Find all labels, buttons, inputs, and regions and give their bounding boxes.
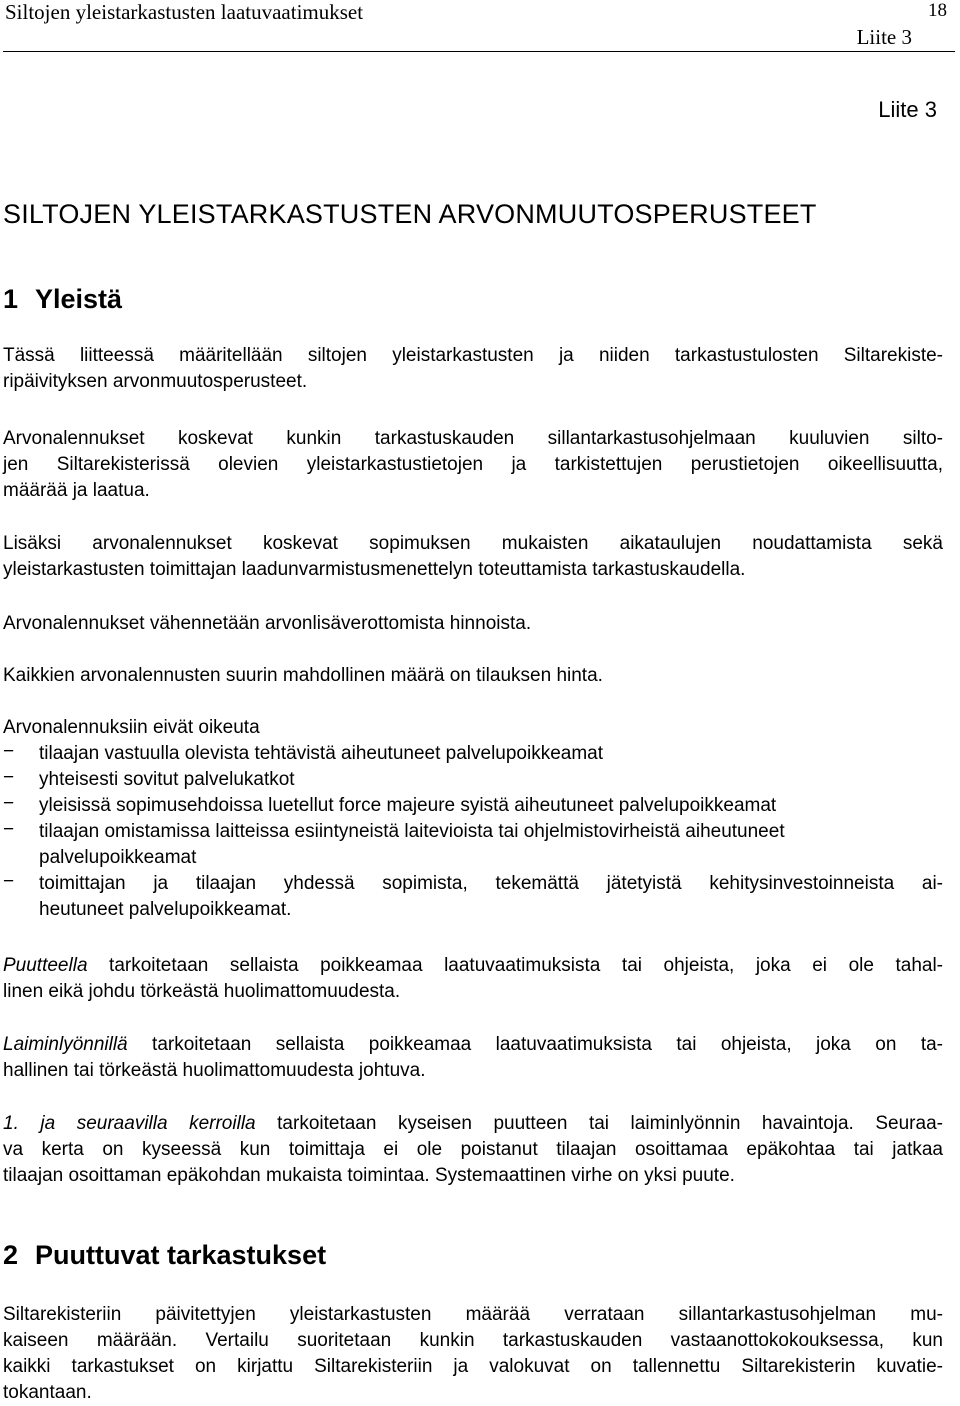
paragraph-line: Tässä liitteessä määritellään siltojen yleistarkastusten ja niiden tarkastustulosten Siltarekiste- xyxy=(3,345,943,366)
paragraph-line xyxy=(3,1111,943,1137)
paragraph-laiminlyonti xyxy=(3,1032,943,1084)
list-item xyxy=(3,741,943,767)
paragraph-4 xyxy=(3,611,943,637)
paragraph-line: määrää ja laatua. xyxy=(3,480,150,501)
list-item xyxy=(3,767,943,793)
paragraph-1 xyxy=(3,343,943,395)
list-item-line: palvelupoikkeamat xyxy=(39,847,197,868)
paragraph-line: jen Siltarekisterissä olevien yleistarkastustietojen ja tarkistettujen perustietojen oikeellisuutta, xyxy=(3,454,943,475)
paragraph-line: Lisäksi arvonalennukset koskevat sopimuksen mukaisten aikataulujen noudattamista sekä xyxy=(3,533,943,554)
paragraph-line: tokantaan. xyxy=(3,1382,92,1403)
paragraph-line xyxy=(3,953,943,979)
term-laiminlyonti: Laiminlyönnillä xyxy=(3,1034,128,1055)
section-2-number: 2 xyxy=(3,1240,19,1270)
section-2-heading xyxy=(3,1240,326,1271)
paragraph-10 xyxy=(3,1302,943,1406)
paragraph-3 xyxy=(3,531,943,583)
list-item xyxy=(3,793,943,819)
list-item xyxy=(3,819,943,871)
section-1-number: 1 xyxy=(3,284,19,314)
term-kerrat: 1. ja seuraavilla kerroilla xyxy=(3,1113,256,1134)
paragraph-line: yleistarkastusten toimittajan laadunvarmistusmenettelyn toteuttamista tarkastuskaudella. xyxy=(3,559,746,580)
paragraph-line xyxy=(3,1032,943,1058)
paragraph-line: kaiseen määrään. Vertailu suoritetaan kunkin tarkastuskauden vastaanottokokouksessa, kun xyxy=(3,1330,943,1351)
paragraph-line-text: tarkoitetaan sellaista poikkeamaa laatuvaatimuksista tai ohjeista, joka on ta- xyxy=(127,1034,943,1055)
section-1-heading xyxy=(3,284,122,315)
dash-bullet: − xyxy=(3,793,15,814)
paragraph-kerrat xyxy=(3,1111,943,1189)
list-intro: Arvonalennuksiin eivät oikeuta xyxy=(3,717,260,738)
section-1-title: Yleistä xyxy=(35,284,123,314)
dash-bullet: − xyxy=(3,871,15,892)
paragraph-line-text: tarkoitetaan kyseisen puutteen tai laiminlyönnin havaintoja. Seuraa- xyxy=(255,1113,943,1134)
header-appendix: Liite 3 xyxy=(856,25,912,49)
paragraph-line-text: tarkoitetaan sellaista poikkeamaa laatuvaatimuksista tai ohjeista, joka ei ole tahal- xyxy=(87,955,943,976)
paragraph-line: va kerta on kyseessä kun toimittaja ei ole poistanut tilaajan osoittamaa epäkohtaa tai jatkaa xyxy=(3,1139,943,1160)
paragraph-line: ripäivityksen arvonmuutosperusteet. xyxy=(3,371,308,392)
list-item-line: heutuneet palvelupoikkeamat. xyxy=(39,899,292,920)
paragraph-line: Kaikkien arvonalennusten suurin mahdollinen määrä on tilauksen hinta. xyxy=(3,665,603,686)
header-title: Siltojen yleistarkastusten laatuvaatimukset xyxy=(5,0,364,24)
dash-bullet: − xyxy=(3,819,15,840)
appendix-label: Liite 3 xyxy=(878,97,937,122)
document-title: SILTOJEN YLEISTARKASTUSTEN ARVONMUUTOSPERUSTEET xyxy=(3,199,817,229)
list-item-line: yleisissä sopimusehdoissa luetellut force majeure syistä aiheutuneet palvelupoikkeamat xyxy=(39,795,777,816)
dash-bullet: − xyxy=(3,741,15,762)
list-item-line: tilaajan vastuulla olevista tehtävistä aiheutuneet palvelupoikkeamat xyxy=(39,743,604,764)
section-2-title: Puuttuvat tarkastukset xyxy=(35,1240,327,1270)
list-item-line: tilaajan omistamissa laitteissa esiintyneistä laitevioista tai ohjelmistovirheistä aiheutuneet xyxy=(39,821,785,842)
paragraph-2 xyxy=(3,426,943,504)
exclusions-list xyxy=(3,715,943,923)
paragraph-line: kaikki tarkastukset on kirjattu Siltarekisteriin ja valokuvat on tallennettu Siltarekisterin kuvatie- xyxy=(3,1356,943,1377)
paragraph-line: hallinen tai törkeästä huolimattomuudesta johtuva. xyxy=(3,1060,426,1081)
header-rule xyxy=(3,51,955,52)
paragraph-line: Arvonalennukset koskevat kunkin tarkastuskauden sillantarkastusohjelmaan kuuluvien silto- xyxy=(3,428,943,449)
list-item-line: toimittajan ja tilaajan yhdessä sopimista, tekemättä jätetyistä kehitysinvestoinneista ai- xyxy=(39,873,943,894)
paragraph-line: tilaajan osoittaman epäkohdan mukaista toimintaa. Systemaattinen virhe on yksi puute. xyxy=(3,1165,735,1186)
paragraph-5 xyxy=(3,663,943,689)
paragraph-puute xyxy=(3,953,943,1005)
dash-bullet: − xyxy=(3,767,15,788)
paragraph-line: Arvonalennukset vähennetään arvonlisäverottomista hinnoista. xyxy=(3,613,532,634)
list-item xyxy=(3,871,943,923)
list-item-line: yhteisesti sovitut palvelukatkot xyxy=(39,769,295,790)
paragraph-line: linen eikä johdu törkeästä huolimattomuudesta. xyxy=(3,981,401,1002)
page-number: 18 xyxy=(928,0,947,21)
term-puute: Puutteella xyxy=(3,955,88,976)
paragraph-line: Siltarekisteriin päivitettyjen yleistarkastusten määrää verrataan sillantarkastusohjelman mu- xyxy=(3,1304,943,1325)
